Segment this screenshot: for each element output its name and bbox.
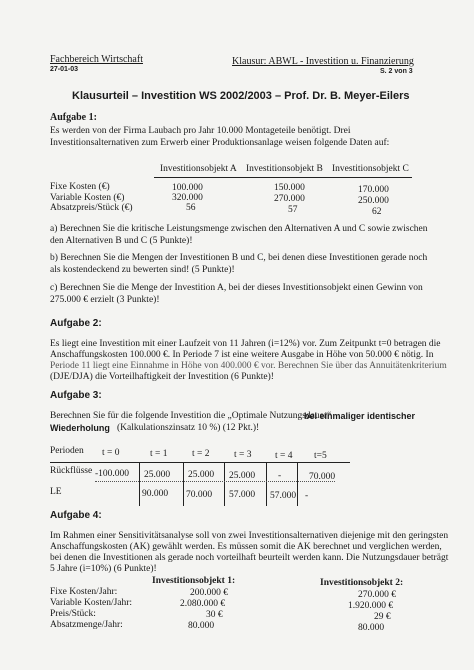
a3-rueckfluss: 70.000 bbox=[309, 472, 336, 482]
a3-le: 70.000 bbox=[186, 490, 213, 500]
a1-col-header-a: Investitionsobjekt A bbox=[160, 164, 237, 174]
aufgabe2-text-line: Es liegt eine Investition mit einer Laufzeit von 11 Jahren (i=12%) vor. Zum Zeitpunkt t=0 betragen die bbox=[50, 339, 441, 349]
a1-cell: 57 bbox=[288, 205, 298, 215]
aufgabe3-text-bold: bei einmaliger identischer bbox=[304, 411, 416, 421]
aufgabe1-part-c: c) Berechnen Sie die Menge der Investition A, bei der dieses Investitionsobjekt einen Gewinn von 275.000 € erzielt (3 Punkte)! bbox=[50, 283, 423, 305]
a3-rueckfluesse-label: Rückflüsse bbox=[50, 466, 93, 476]
a4-col-header-1: Investitionsobjekt 1: bbox=[152, 576, 236, 586]
aufgabe2-text-line: Periode 11 liegt eine Einnahme in Höhe von 400.000 € vor. Berechnen Sie über das Annuitätenkriterium bbox=[50, 361, 447, 371]
aufgabe3-heading: Aufgabe 3: bbox=[50, 390, 102, 401]
a3-header-rule bbox=[50, 462, 350, 463]
aufgabe1-intro: Es werden von der Firma Laubach pro Jahr 10.000 Montageteile benötigt. Drei Investitionsalternativen zum Erwerb einer Produktionsanlage weisen folgende Daten auf: bbox=[50, 126, 390, 148]
header-department: Fachbereich Wirtschaft bbox=[50, 54, 143, 65]
aufgabe4-text-line: bei denen die Investitionen als gerade noch vorteilhaft beurteilt werden kann. Die Nutzungsdauer beträgt bbox=[50, 553, 449, 563]
a4-cell: 270.000 € bbox=[358, 590, 396, 600]
a3-dotted-rule bbox=[95, 481, 335, 482]
a3-period: t = 0 bbox=[102, 448, 120, 458]
a3-divider bbox=[224, 462, 225, 506]
a3-rueckfluss: -100.000 bbox=[95, 469, 130, 479]
aufgabe2-text-line: Anschaffungskosten 100.000 €. In Periode 7 ist eine weitere Ausgabe in Höhe von 50.000 € nötig. In bbox=[50, 350, 434, 360]
a1-cell: 250.000 bbox=[358, 196, 389, 206]
a1-cell: 270.000 bbox=[274, 194, 305, 204]
a4-cell: 200.000 € bbox=[190, 588, 228, 598]
a4-col-header-2: Investitionsobjekt 2: bbox=[320, 578, 404, 588]
a1-cell: 170.000 bbox=[358, 185, 389, 195]
a3-le: 57.000 bbox=[270, 491, 297, 501]
a3-le: 57.000 bbox=[229, 490, 256, 500]
aufgabe4-text-line: 5 Jahre (i=10%) (6 Punkte)! bbox=[50, 564, 157, 574]
a3-periods-label: Perioden bbox=[50, 446, 84, 456]
a4-cell: 2.080.000 € bbox=[180, 599, 226, 609]
a4-row-label: Fixe Kosten/Jahr: bbox=[50, 587, 118, 597]
header-page: S. 2 von 3 bbox=[380, 68, 413, 75]
a1-cell: 320.000 bbox=[172, 193, 203, 203]
a3-period: t = 2 bbox=[192, 449, 210, 459]
aufgabe4-heading: Aufgabe 4: bbox=[50, 510, 102, 521]
a4-cell: 29 € bbox=[374, 612, 391, 622]
a4-cell: 80.000 bbox=[188, 621, 215, 631]
aufgabe1-heading: Aufgabe 1: bbox=[50, 112, 97, 123]
a1-cell: 62 bbox=[372, 207, 382, 217]
a4-cell: 80.000 bbox=[358, 623, 385, 633]
aufgabe2-heading: Aufgabe 2: bbox=[50, 318, 102, 329]
a3-period: t = 1 bbox=[150, 449, 168, 459]
a3-period: t = 3 bbox=[234, 450, 252, 460]
a1-header-rule bbox=[154, 177, 412, 178]
a3-rueckfluss: - bbox=[278, 471, 282, 481]
a1-row-label-var: Variable Kosten (€) bbox=[50, 193, 125, 203]
a1-cell: 100.000 bbox=[172, 183, 203, 193]
a1-cell: 56 bbox=[186, 203, 196, 213]
a3-rueckfluss: 25.000 bbox=[188, 470, 215, 480]
a4-cell: 1.920.000 € bbox=[348, 601, 394, 611]
a3-le: - bbox=[305, 491, 309, 501]
a3-divider bbox=[266, 462, 267, 506]
aufgabe4-text-line: Im Rahmen einer Sensitivitätsanalyse soll von zwei Investitionsalternativen diejenige mit den geringsten bbox=[50, 531, 449, 541]
aufgabe1-part-a: a) Berechnen Sie die kritische Leistungsmenge zwischen den Alternativen A und C sowie zwischen den Alternativen B und C (5 Punkte)! bbox=[50, 224, 428, 246]
a4-cell: 30 € bbox=[206, 610, 223, 620]
aufgabe3-text-bold: Wiederholung bbox=[50, 423, 110, 433]
header-date: 27-01-03 bbox=[50, 66, 79, 73]
a3-rueckfluss: 25.000 bbox=[229, 471, 256, 481]
a3-divider bbox=[297, 462, 298, 506]
page-title: Klausurteil – Investition WS 2002/2003 – Prof. Dr. B. Meyer-Eilers bbox=[72, 90, 410, 102]
a3-le-label: LE bbox=[50, 487, 62, 497]
a3-rueckfluss: 25.000 bbox=[144, 470, 171, 480]
a1-row-label-price: Absatzpreis/Stück (€) bbox=[50, 203, 133, 213]
a3-divider bbox=[183, 462, 184, 506]
a1-row-label-fix: Fixe Kosten (€) bbox=[50, 182, 110, 192]
a4-row-label: Variable Kosten/Jahr: bbox=[50, 598, 133, 608]
a1-cell: 150.000 bbox=[274, 183, 305, 193]
a3-period: t = 4 bbox=[275, 451, 293, 461]
header-exam: Klausur: ABWL - Investition u. Finanzierung bbox=[232, 56, 414, 67]
a3-period: t=5 bbox=[314, 451, 327, 461]
a1-col-header-b: Investitionsobjekt B bbox=[246, 164, 323, 174]
a4-row-label: Absatzmenge/Jahr: bbox=[50, 620, 123, 630]
aufgabe1-part-b: b) Berechnen Sie die Mengen der Investitionen B und C, bei denen diese Investitionen gerade noch als kostendeckend zu bewerten sind! (5 Punkte)! bbox=[50, 253, 428, 275]
a4-row-label: Preis/Stück: bbox=[50, 609, 96, 619]
a1-col-header-c: Investitionsobjekt C bbox=[332, 164, 409, 174]
aufgabe2-text-line: (DJE/DJA) die Vorteilhaftigkeit der Investition (6 Punkte)! bbox=[50, 372, 274, 382]
aufgabe4-text-line: Anschaffungskosten (AK) gewählt werden. Es müssen somit die AK berechnet und verglichen werden, bbox=[50, 542, 442, 552]
aufgabe3-text-line: (Kalkulationszinsatz 10 %) (12 Pkt.)! bbox=[117, 423, 260, 433]
aufgabe3-text-line: Berechnen Sie für die folgende Investition die „Optimale Nutzungsdauer“ bbox=[50, 411, 332, 421]
a3-divider bbox=[139, 462, 140, 506]
a3-le: 90.000 bbox=[142, 489, 169, 499]
